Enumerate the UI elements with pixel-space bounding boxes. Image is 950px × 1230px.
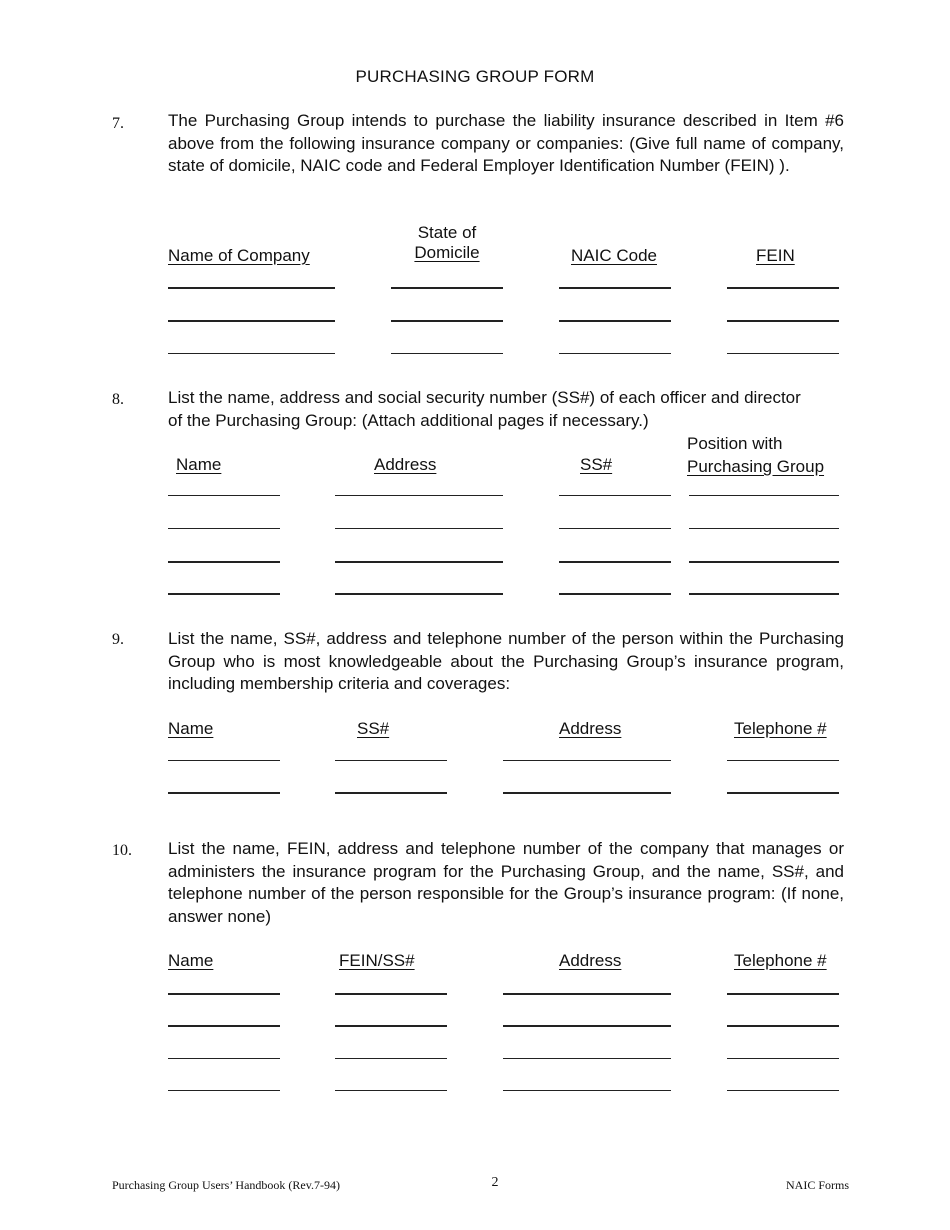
col-header-address: Address	[559, 719, 622, 738]
page-number: 2	[491, 1175, 499, 1190]
blank-line[interactable]	[689, 593, 839, 595]
col-header-fein: FEIN	[756, 246, 795, 265]
blank-line[interactable]	[559, 593, 671, 595]
blank-line[interactable]	[559, 353, 671, 354]
blank-line[interactable]	[335, 495, 503, 496]
col-header-name: Name	[168, 719, 214, 738]
col-header-name: Name	[168, 951, 214, 970]
blank-line[interactable]	[503, 1058, 671, 1059]
blank-line[interactable]	[335, 593, 503, 595]
blank-line[interactable]	[559, 495, 671, 496]
blank-line[interactable]	[168, 993, 280, 995]
blank-line[interactable]	[503, 1090, 671, 1091]
blank-line[interactable]	[168, 760, 280, 761]
blank-line[interactable]	[335, 1058, 447, 1059]
item-number-8: 8.	[112, 391, 124, 408]
item-number-10: 10.	[112, 842, 132, 859]
blank-line[interactable]	[335, 993, 447, 995]
item-number-7: 7.	[112, 115, 124, 132]
blank-line[interactable]	[335, 528, 503, 529]
col-header-purchasing-group: Purchasing Group	[687, 457, 825, 476]
blank-line[interactable]	[168, 495, 280, 496]
blank-line[interactable]	[335, 760, 447, 761]
col-header-fein-ss: FEIN/SS#	[339, 951, 415, 970]
blank-line[interactable]	[503, 1025, 671, 1027]
blank-line[interactable]	[335, 792, 447, 794]
item-10-text: List the name, FEIN, address and telephone number of the company that manages or administers the insurance program for the Purchasing Group, and the name, SS#, and telephone number of the person responsible for the Group’s insurance program: (If none, answer none)	[168, 839, 844, 926]
blank-line[interactable]	[168, 593, 280, 595]
blank-line[interactable]	[391, 320, 503, 322]
blank-line[interactable]	[168, 287, 335, 289]
blank-line[interactable]	[503, 760, 671, 761]
blank-line[interactable]	[391, 287, 503, 289]
col-header-telephone: Telephone #	[734, 719, 827, 738]
form-title: PURCHASING GROUP FORM	[355, 67, 595, 86]
col-header-name-of-company: Name of Company	[168, 246, 310, 265]
blank-line[interactable]	[335, 1090, 447, 1091]
blank-line[interactable]	[168, 1090, 280, 1091]
footer-left: Purchasing Group Users’ Handbook (Rev.7-94)	[112, 1178, 340, 1192]
col-header-position-with-purchasing-group	[687, 432, 824, 478]
blank-line[interactable]	[559, 320, 671, 322]
blank-line[interactable]	[727, 320, 839, 322]
col-header-telephone: Telephone #	[734, 951, 827, 970]
blank-line[interactable]	[335, 561, 503, 563]
blank-line[interactable]	[727, 1058, 839, 1059]
blank-line[interactable]	[168, 792, 280, 794]
blank-line[interactable]	[727, 287, 839, 289]
blank-line[interactable]	[689, 561, 839, 563]
blank-line[interactable]	[727, 1090, 839, 1091]
blank-line[interactable]	[391, 353, 503, 354]
item-number-9: 9.	[112, 631, 124, 648]
col-header-state-of-line1: State of	[417, 223, 477, 242]
col-header-position-with: Position with	[687, 434, 783, 453]
col-header-ss: SS#	[357, 719, 390, 738]
blank-line[interactable]	[689, 528, 839, 529]
blank-line[interactable]	[727, 993, 839, 995]
blank-line[interactable]	[689, 495, 839, 496]
col-header-naic-code: NAIC Code	[571, 246, 657, 265]
blank-line[interactable]	[168, 1058, 280, 1059]
blank-line[interactable]	[727, 760, 839, 761]
item-8-text: List the name, address and social security number (SS#) of each officer and director of the Purchasing Group: (Attach additional pages if necessary.)	[168, 388, 801, 430]
col-header-domicile-line2: Domicile	[414, 243, 480, 262]
col-header-address: Address	[374, 455, 437, 474]
blank-line[interactable]	[335, 1025, 447, 1027]
item-9-text: List the name, SS#, address and telephone number of the person within the Purchasing Group who is most knowledgeable about the Purchasing Group’s insurance program, including membership criteria and coverages:	[168, 629, 844, 693]
blank-line[interactable]	[559, 528, 671, 529]
blank-line[interactable]	[559, 287, 671, 289]
col-header-state-of-domicile	[391, 223, 503, 263]
blank-line[interactable]	[503, 993, 671, 995]
blank-line[interactable]	[168, 1025, 280, 1027]
blank-line[interactable]	[727, 1025, 839, 1027]
col-header-address: Address	[559, 951, 622, 970]
blank-line[interactable]	[727, 353, 839, 354]
blank-line[interactable]	[168, 353, 335, 354]
blank-line[interactable]	[168, 320, 335, 322]
col-header-name: Name	[176, 455, 222, 474]
blank-line[interactable]	[727, 792, 839, 794]
item-7-text: The Purchasing Group intends to purchase the liability insurance described in Item #6 above from the following insurance company or companies: (Give full name of company, state of domicile, NAIC code and Federal Employer Identification Number (FEIN) ).	[168, 111, 844, 175]
blank-line[interactable]	[559, 561, 671, 563]
blank-line[interactable]	[503, 792, 671, 794]
blank-line[interactable]	[168, 561, 280, 563]
col-header-ss: SS#	[580, 455, 613, 474]
blank-line[interactable]	[168, 528, 280, 529]
footer-right: NAIC Forms	[786, 1178, 850, 1192]
